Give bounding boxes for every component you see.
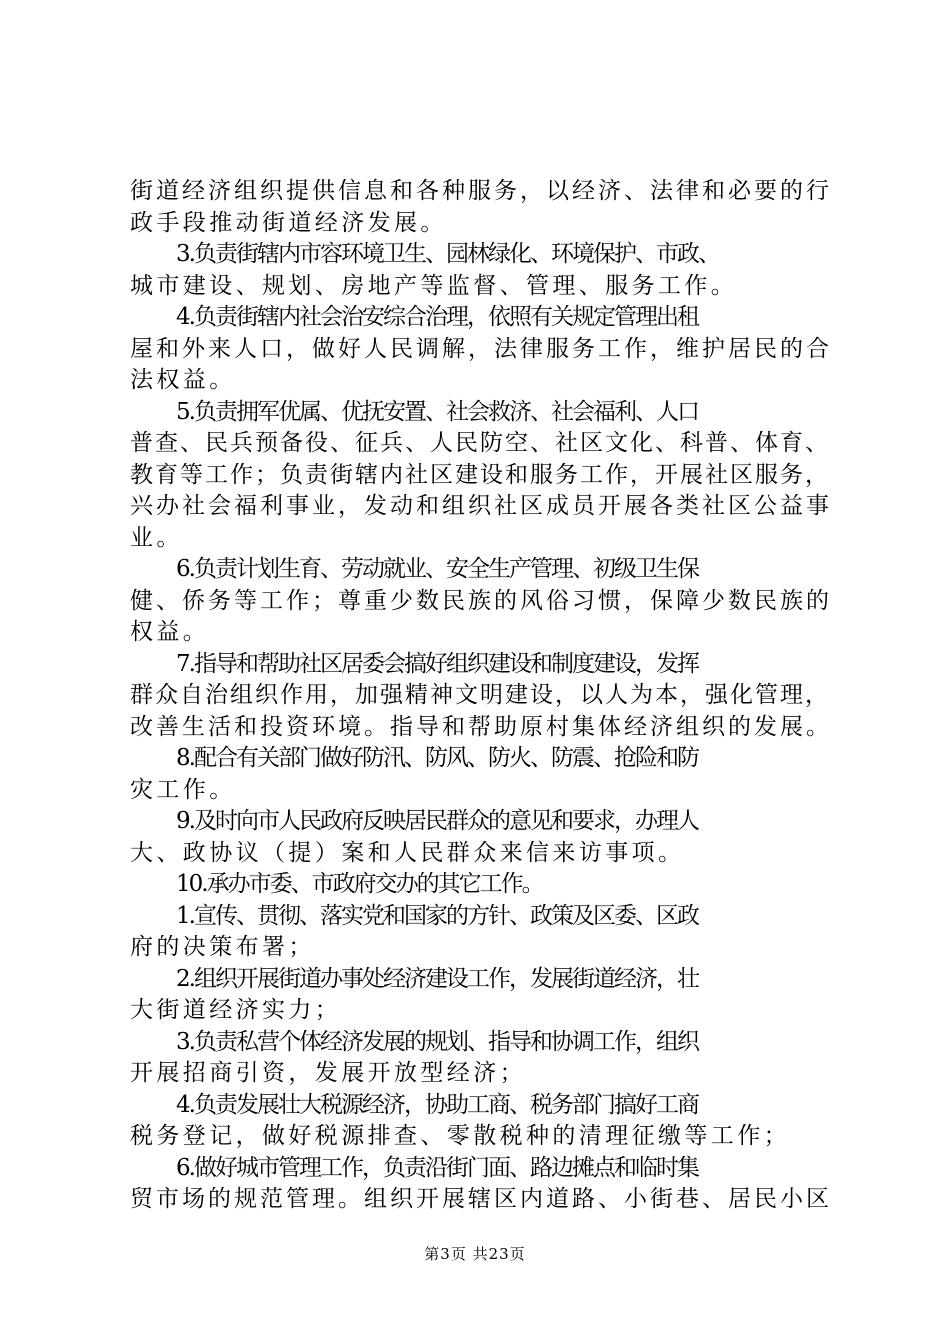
text-line: 6.做好城市管理工作，负责沿街门面、路边摊点和临时集 — [176, 1154, 698, 1181]
text-line: 屋和外来人口，做好人民调解，法律服务工作，维护居民的合 — [130, 335, 832, 362]
text-line: 贸市场的规范管理。组织开展辖区内道路、小街巷、居民小区 — [130, 1186, 832, 1212]
text-line: 8.配合有关部门做好防汛、防风、防火、防震、抢险和防 — [176, 745, 698, 771]
text-line: 政手段推动街道经济发展。 — [130, 209, 447, 236]
text-line: 4.负责街辖内社会治安综合治理，依照有关规定管理出租 — [176, 304, 698, 330]
text-line: 2.组织开展街道办事处经济建设工作，发展街道经济，壮 — [176, 965, 698, 992]
text-line: 5.负责拥军优属、优抚安置、社会救济、社会福利、人口 — [176, 398, 698, 425]
page-footer: 第3页 共23页 — [424, 1245, 526, 1263]
text-line: 3.负责私营个体经济发展的规划、指导和协调工作，组织 — [176, 1028, 698, 1055]
text-line: 开展招商引资，发展开放型经济； — [130, 1060, 526, 1086]
text-line: 3.负责街辖内市容环境卫生、园林绿化、环境保护、市政、 — [176, 241, 719, 267]
text-line: 业。 — [130, 524, 183, 551]
text-line: 9.及时向市人民政府反映居民群众的意见和要求，办理人 — [176, 808, 698, 834]
text-line: 灾工作。 — [130, 776, 236, 803]
text-line: 普查、民兵预备役、征兵、人民防空、社区文化、科普、体育、 — [130, 430, 830, 456]
document-body — [130, 176, 830, 1216]
text-line: 4.负责发展壮大税源经济，协助工商、税务部门搞好工商 — [176, 1091, 698, 1118]
text-line: 权益。 — [130, 619, 210, 645]
text-line: 税务登记，做好税源排查、零散税种的清理征缴等工作； — [130, 1123, 790, 1149]
text-line: 教育等工作；负责街辖内社区建设和服务工作，开展社区服务， — [130, 461, 830, 488]
text-line: 大、政协议（提）案和人民群众来信来访事项。 — [130, 839, 685, 866]
text-line: 7.指导和帮助社区居委会搞好组织建设和制度建设，发挥 — [176, 650, 698, 677]
text-line: 法权益。 — [130, 367, 236, 393]
text-line: 1.宣传、贯彻、落实党和国家的方针、政策及区委、区政 — [176, 902, 698, 929]
text-line: 街道经济组织提供信息和各种服务，以经济、法律和必要的行 — [130, 178, 832, 204]
text-line: 6.负责计划生育、劳动就业、安全生产管理、初级卫生保 — [176, 556, 698, 582]
text-line: 群众自治组织作用，加强精神文明建设，以人为本，强化管理， — [130, 682, 830, 708]
text-line: 府的决策布署； — [130, 934, 315, 960]
text-line: 兴办社会福利事业，发动和组织社区成员开展各类社区公益事 — [130, 493, 832, 519]
text-line: 10.承办市委、市政府交办的其它工作。 — [176, 871, 543, 897]
text-line: 改善生活和投资环境。指导和帮助原村集体经济组织的发展。 — [130, 713, 832, 740]
text-line: 健、侨务等工作；尊重少数民族的风俗习惯，保障少数民族的 — [130, 587, 832, 614]
text-line: 大街道经济实力； — [130, 997, 342, 1023]
text-line: 城市建设、规划、房地产等监督、管理、服务工作。 — [130, 272, 738, 299]
